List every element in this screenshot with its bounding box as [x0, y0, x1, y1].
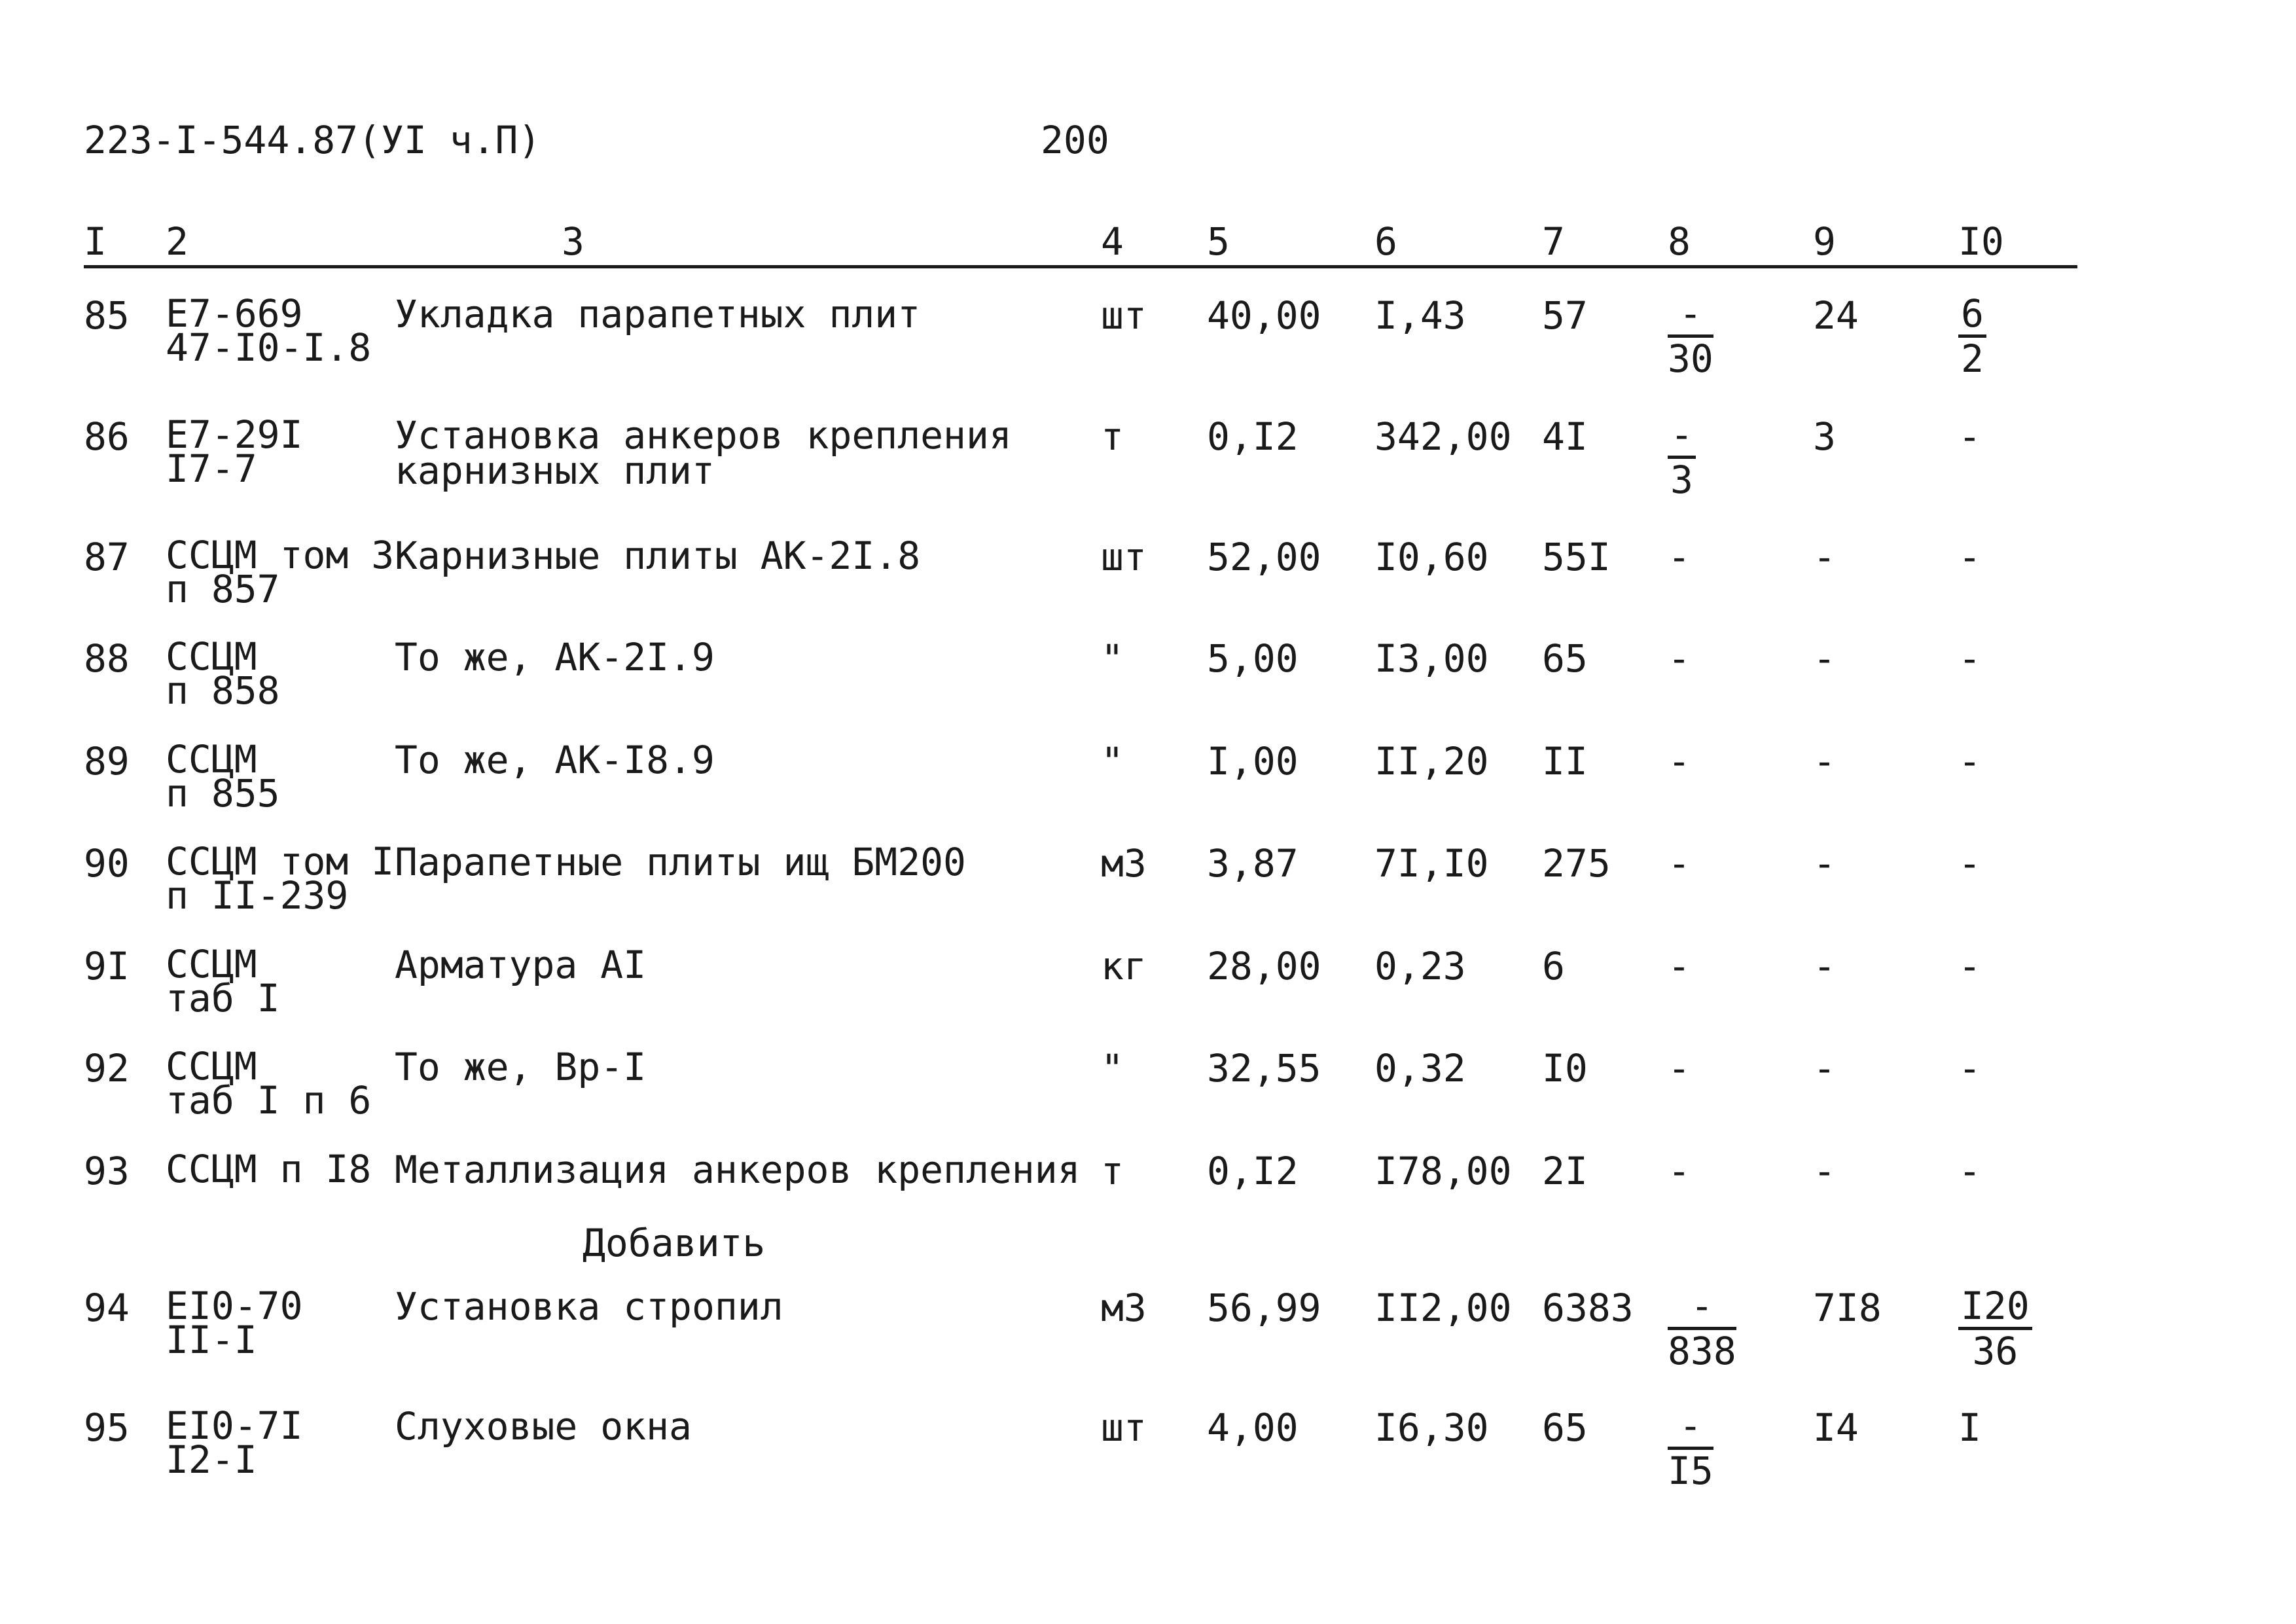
norm-code-line-2: таб I: [166, 976, 280, 1020]
norm-code: [166, 533, 395, 611]
column-number-2: 2: [166, 219, 188, 264]
fraction-numerator: -: [1668, 1409, 1713, 1450]
table-row: [0, 1403, 2296, 1507]
row-number: 9I: [84, 944, 130, 988]
norm-code: [166, 412, 303, 491]
column-8-value: [1668, 412, 1696, 502]
work-description-line-1: Металлизация анкеров крепления: [395, 1147, 1081, 1192]
unit-price: 0,23: [1374, 944, 1466, 988]
row-number: 89: [84, 739, 130, 784]
unit: кг: [1101, 944, 1147, 988]
work-description: [395, 413, 1012, 493]
column-9-value: 24: [1813, 293, 1859, 338]
column-9-value: 3: [1813, 414, 1836, 459]
column-8-value: -: [1668, 739, 1691, 784]
unit-price: I,43: [1374, 293, 1466, 338]
column-10-value: [1958, 291, 1986, 381]
unit-price: II,20: [1374, 739, 1489, 784]
table-row: [0, 533, 2296, 636]
work-description: [395, 292, 921, 336]
column-10-value: -: [1958, 636, 1981, 681]
table-row: [0, 1044, 2296, 1147]
column-9-value: -: [1813, 636, 1836, 681]
work-description: [395, 943, 647, 987]
unit-price: II2,00: [1374, 1286, 1512, 1330]
column-10-value: -: [1958, 944, 1981, 988]
norm-code: [166, 291, 372, 370]
column-10-value: -: [1958, 414, 1981, 459]
column-10-value: -: [1958, 1046, 1981, 1091]
column-8-value: [1668, 1403, 1713, 1493]
work-description: [395, 1045, 647, 1089]
norm-code-line-2: п II-239: [166, 873, 349, 918]
norm-code: [166, 737, 280, 816]
work-description-line-1: Слуховые окна: [395, 1404, 692, 1449]
header-rule: [84, 265, 2077, 268]
norm-code: [166, 1147, 372, 1191]
column-10-value: [1958, 1284, 2032, 1373]
norm-code-line-1: EI0-7I: [166, 1403, 303, 1448]
quantity: 5,00: [1207, 636, 1299, 681]
quantity: 3,87: [1207, 841, 1299, 886]
page-number: 200: [1041, 118, 1109, 162]
fraction-value: [1668, 1403, 1713, 1493]
column-10-value: -: [1958, 1149, 1981, 1193]
quantity: 32,55: [1207, 1046, 1321, 1091]
norm-code-line-1: ССЦМ: [166, 634, 257, 679]
unit-price: I6,30: [1374, 1405, 1489, 1450]
unit-price: 0,32: [1374, 1046, 1466, 1091]
column-9-value: -: [1813, 1149, 1836, 1193]
total-cost: 65: [1542, 636, 1588, 681]
table-row: [0, 942, 2296, 1045]
norm-code-line-1: E7-669: [166, 291, 303, 336]
total-cost: 57: [1542, 293, 1588, 338]
column-9-value: I4: [1813, 1405, 1859, 1450]
work-description-line-2: карнизных плит: [395, 448, 715, 493]
unit-price: 7I,I0: [1374, 841, 1489, 886]
norm-code-line-1: ССЦМ п I8: [166, 1147, 372, 1191]
norm-code: [166, 634, 280, 713]
fraction-denominator: 838: [1668, 1329, 1736, 1373]
column-8-value: -: [1668, 944, 1691, 988]
norm-code-line-2: I7-7: [166, 446, 257, 491]
total-cost: II: [1542, 739, 1588, 784]
work-description: [395, 840, 966, 884]
quantity: 28,00: [1207, 944, 1321, 988]
norm-code-line-1: E7-29I: [166, 412, 303, 457]
fraction-numerator: I20: [1958, 1289, 2032, 1330]
column-number-5: 5: [1207, 219, 1230, 264]
column-8-value: -: [1668, 1149, 1691, 1193]
table-row: [0, 412, 2296, 516]
total-cost: 6: [1542, 944, 1565, 988]
row-number: 92: [84, 1046, 130, 1091]
column-8-value: -: [1668, 841, 1691, 886]
column-8-value: [1668, 291, 1713, 381]
unit-price: I0,60: [1374, 535, 1489, 579]
work-description-line-1: То же, АК-2I.9: [395, 635, 715, 679]
column-number-3: 3: [562, 219, 584, 264]
work-description-line-1: Установка стропил: [395, 1284, 783, 1329]
norm-code-line-1: ССЦМ: [166, 1044, 257, 1089]
column-8-value: [1668, 1284, 1736, 1373]
unit: шт: [1101, 293, 1147, 338]
table-row: [0, 291, 2296, 395]
norm-code-line-1: EI0-70: [166, 1284, 303, 1328]
column-number-6: 6: [1374, 219, 1397, 264]
column-8-value: -: [1668, 636, 1691, 681]
fraction-numerator: 6: [1958, 297, 1986, 338]
unit: м3: [1101, 1286, 1147, 1330]
fraction-denominator: 3: [1670, 458, 1693, 502]
work-description-line-1: Установка анкеров крепления: [395, 413, 1012, 458]
column-10-value: -: [1958, 535, 1981, 579]
column-8-value: -: [1668, 535, 1691, 579]
work-description: [395, 1147, 1081, 1192]
row-number: 95: [84, 1405, 130, 1450]
table-row: [0, 1147, 2296, 1250]
total-cost: 65: [1542, 1405, 1588, 1450]
norm-code: [166, 839, 395, 918]
fraction-denominator: 2: [1961, 336, 1984, 381]
work-description-line-1: Арматура АI: [395, 943, 647, 987]
norm-code: [166, 1403, 303, 1482]
norm-code-line-2: 47-I0-I.8: [166, 325, 372, 370]
row-number: 88: [84, 636, 130, 681]
row-number: 90: [84, 841, 130, 886]
column-number-10: I0: [1958, 219, 2004, 264]
unit: шт: [1101, 1405, 1147, 1450]
work-description-line-1: Карнизные плиты АК-2I.8: [395, 533, 921, 578]
unit: т: [1101, 414, 1124, 459]
fraction-numerator: -: [1668, 297, 1713, 338]
row-number: 86: [84, 414, 130, 459]
column-9-value: 7I8: [1813, 1286, 1882, 1330]
norm-code-line-1: ССЦМ том I: [166, 839, 395, 884]
norm-code-line-2: I2-I: [166, 1437, 257, 1482]
column-number-8: 8: [1668, 219, 1691, 264]
norm-code-line-2: п 857: [166, 567, 280, 611]
unit: ": [1101, 636, 1124, 681]
column-9-value: -: [1813, 944, 1836, 988]
norm-code-line-1: ССЦМ: [166, 942, 257, 986]
work-description: [395, 1404, 692, 1449]
fraction-denominator: 36: [1972, 1329, 2018, 1373]
subheading-add: Добавить: [583, 1221, 766, 1265]
fraction-value: [1958, 1284, 2032, 1373]
total-cost: 2I: [1542, 1149, 1588, 1193]
column-number-1: I: [84, 219, 107, 264]
unit: шт: [1101, 535, 1147, 579]
unit-price: 342,00: [1374, 414, 1512, 459]
row-number: 94: [84, 1286, 130, 1330]
column-9-value: -: [1813, 1046, 1836, 1091]
column-9-value: -: [1813, 739, 1836, 784]
total-cost: 275: [1542, 841, 1611, 886]
total-cost: 6383: [1542, 1286, 1634, 1330]
norm-code-line-2: п 858: [166, 668, 280, 713]
fraction-numerator: -: [1668, 418, 1696, 459]
row-number: 87: [84, 535, 130, 579]
row-number: 93: [84, 1149, 130, 1193]
quantity: 56,99: [1207, 1286, 1321, 1330]
work-description-line-1: Укладка парапетных плит: [395, 292, 921, 336]
work-description-line-1: Парапетные плиты ищ БМ200: [395, 840, 966, 884]
fraction-value: [1958, 291, 1986, 381]
quantity: 0,I2: [1207, 1149, 1299, 1193]
fraction-value: [1668, 412, 1696, 502]
table-row: [0, 737, 2296, 840]
total-cost: 4I: [1542, 414, 1588, 459]
row-number: 85: [84, 293, 130, 338]
quantity: 4,00: [1207, 1405, 1299, 1450]
norm-code-line-2: II-I: [166, 1318, 257, 1362]
table-row: [0, 1284, 2296, 1387]
fraction-value: [1668, 1284, 1736, 1373]
work-description: [395, 1284, 783, 1329]
document-code: 223-I-544.87(УI ч.П): [84, 118, 541, 162]
quantity: 52,00: [1207, 535, 1321, 579]
column-9-value: -: [1813, 535, 1836, 579]
work-description-line-1: То же, Вр-I: [395, 1045, 647, 1089]
column-number-9: 9: [1813, 219, 1836, 264]
unit: м3: [1101, 841, 1147, 886]
work-description-line-1: То же, АК-I8.9: [395, 738, 715, 782]
unit: ": [1101, 1046, 1124, 1091]
column-10-value: -: [1958, 739, 1981, 784]
fraction-numerator: -: [1668, 1289, 1736, 1330]
table-row: [0, 634, 2296, 738]
fraction-denominator: I5: [1668, 1449, 1713, 1493]
column-10-value: I: [1958, 1405, 1981, 1450]
work-description: [395, 738, 715, 782]
norm-code: [166, 942, 280, 1020]
quantity: I,00: [1207, 739, 1299, 784]
fraction-denominator: 30: [1668, 336, 1713, 381]
column-8-value: -: [1668, 1046, 1691, 1091]
column-number-4: 4: [1101, 219, 1124, 264]
norm-code-line-2: таб I п 6: [166, 1078, 372, 1123]
norm-code-line-1: ССЦМ: [166, 737, 257, 782]
column-9-value: -: [1813, 841, 1836, 886]
norm-code-line-1: ССЦМ том 3: [166, 533, 395, 577]
unit-price: I78,00: [1374, 1149, 1512, 1193]
norm-code-line-2: п 855: [166, 771, 280, 816]
column-number-7: 7: [1542, 219, 1565, 264]
total-cost: I0: [1542, 1046, 1588, 1091]
table-row: [0, 839, 2296, 943]
column-10-value: -: [1958, 841, 1981, 886]
unit-price: I3,00: [1374, 636, 1489, 681]
unit: ": [1101, 739, 1124, 784]
fraction-value: [1668, 291, 1713, 381]
total-cost: 55I: [1542, 535, 1611, 579]
norm-code: [166, 1284, 303, 1362]
work-description: [395, 635, 715, 679]
quantity: 40,00: [1207, 293, 1321, 338]
work-description: [395, 533, 921, 578]
norm-code: [166, 1044, 372, 1123]
quantity: 0,I2: [1207, 414, 1299, 459]
unit: т: [1101, 1149, 1124, 1193]
